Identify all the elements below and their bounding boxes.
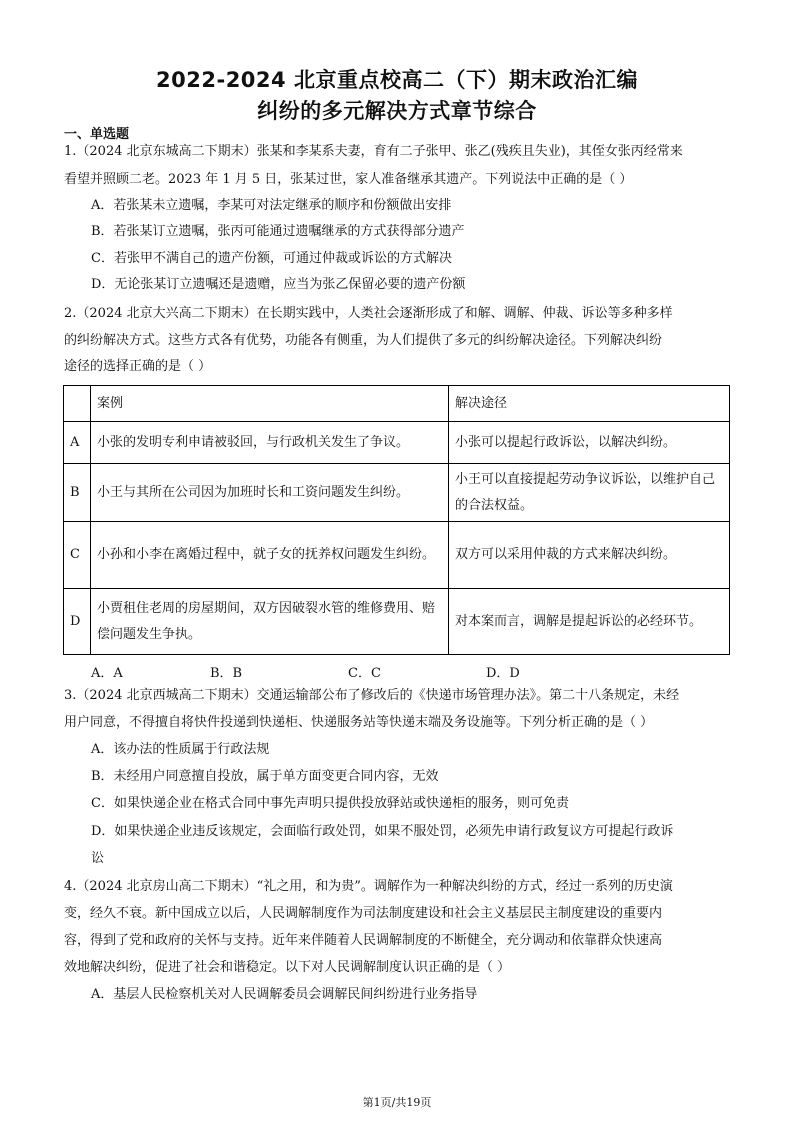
table-row (64, 522, 730, 589)
q3-option-d-continued: 讼 (91, 851, 105, 866)
q3-option-c: C．如果快递企业在格式合同中事先声明只提供投放驿站或快递柜的服务，则可免责 (91, 796, 569, 811)
q1-stem-line1: 1.（2024 北京东城高二下期末）张某和李某系夫妻，育有二子张甲、张乙(残疾且失业)，其侄女张丙经常来 (64, 144, 683, 159)
q2-choice-b: B．B (210, 666, 243, 681)
q4-stem-line4: 效地解决纠纷，促进了社会和谐稳定。以下对人民调解制度认识正确的是（ ） (64, 960, 511, 975)
q3-option-a: A．该办法的性质属于行政法规 (91, 742, 270, 757)
section-heading: 一、单选题 (64, 127, 130, 142)
table-row-letter: A (64, 422, 91, 464)
q3-stem-line2: 用户同意，不得擅自将快件投递到快递柜、快递服务站等快递末端及务设施等。下列分析正确的是（ ） (64, 715, 654, 730)
table-row (64, 422, 730, 464)
table-row-case: 小张的发明专利申请被驳回，与行政机关发生了争议。 (91, 422, 449, 464)
table-row-solution: 小张可以提起行政诉讼，以解决纠纷。 (449, 422, 730, 464)
q1-stem-line2: 看望并照顾二老。2023 年 1 月 5 日，张某过世，家人准备继承其遗产。下列说法中正确的是（ ） (64, 172, 633, 187)
table-header-row (64, 386, 730, 422)
table-cell (64, 386, 91, 422)
q2-stem-line1: 2.（2024 北京大兴高二下期末）在长期实践中，人类社会逐渐形成了和解、调解、仲裁、诉讼等多种多样 (64, 306, 673, 321)
q2-choice-d: D．D (486, 666, 520, 681)
q4-stem-line3: 容，得到了党和政府的关怀与支持。近年来伴随着人民调解制度的不断健全，充分调动和依靠群众快速高 (64, 933, 663, 948)
q1-option-d: D．无论张某订立遗嘱还是遗赠，应当为张乙保留必要的遗产份额 (91, 277, 466, 292)
table-row-case: 小王与其所在公司因为加班时长和工资问题发生纠纷。 (91, 464, 449, 522)
table-row-solution: 小王可以直接提起劳动争议诉讼，以维护自己的合法权益。 (449, 464, 730, 522)
q2-stem-line2: 的纠纷解决方式。这些方式各有优势，功能各有侧重，为人们提供了多元的纠纷解决途径。下列解决纠纷 (64, 333, 663, 348)
table-row-solution: 双方可以采用仲裁的方式来解决纠纷。 (449, 522, 730, 589)
document-title-line2: 纠纷的多元解决方式章节综合 (257, 99, 537, 123)
table-row (64, 464, 730, 522)
q3-stem-line1: 3.（2024 北京西城高二下期末）交通运输部公布了修改后的《快递市场管理办法》。第二十八条规定，未经 (64, 688, 680, 703)
q1-option-b: B．若张某订立遗嘱，张丙可能通过遗嘱继承的方式获得部分遗产 (91, 224, 465, 239)
q2-stem-line3: 途径的选择正确的是（ ） (64, 359, 212, 374)
table-row-case: 小贾租住老周的房屋期间，双方因破裂水管的维修费用、赔偿问题发生争执。 (91, 589, 449, 655)
q3-option-b: B．未经用户同意擅自投放，属于单方面变更合同内容，无效 (91, 769, 439, 784)
q1-option-c: C．若张甲不满自己的遗产份额，可通过仲裁或诉讼的方式解决 (91, 251, 452, 266)
table-row-solution: 对本案而言，调解是提起诉讼的必经环节。 (449, 589, 730, 655)
table-row (64, 589, 730, 655)
table-row-case: 小孙和小李在离婚过程中，就子女的抚养权问题发生纠纷。 (91, 522, 449, 589)
page-number: 第1页/共19页 (362, 1096, 432, 1109)
q4-option-a: A．基层人民检察机关对人民调解委员会调解民间纠纷进行业务指导 (91, 987, 478, 1002)
table-row-letter: C (64, 522, 91, 589)
table-row-letter: D (64, 589, 91, 655)
q4-stem-line1: 4.（2024 北京房山高二下期末）“礼之用，和为贵”。调解作为一种解决纠纷的方式，经过一系列的历史演 (64, 879, 673, 894)
q2-choice-c: C．C (348, 666, 381, 681)
document-title-line1: 2022-2024 北京重点校高二（下）期末政治汇编 (156, 68, 638, 92)
table-header-solution: 解决途径 (449, 386, 730, 422)
q2-choice-a: A．A (91, 666, 123, 681)
q1-option-a: A．若张某未立遗嘱，李某可对法定继承的顺序和份额做出安排 (91, 198, 452, 213)
q4-stem-line2: 变，经久不衰。新中国成立以后，人民调解制度作为司法制度建设和社会主义基层民主制度建设的重要内 (64, 906, 663, 921)
q3-option-d: D．如果快递企业违反该规定，会面临行政处罚，如果不服处罚，必须先申请行政复议方可提起行政诉 (91, 824, 674, 839)
table-row-letter: B (64, 464, 91, 522)
cases-table (63, 385, 730, 655)
table-header-case: 案例 (91, 386, 449, 422)
